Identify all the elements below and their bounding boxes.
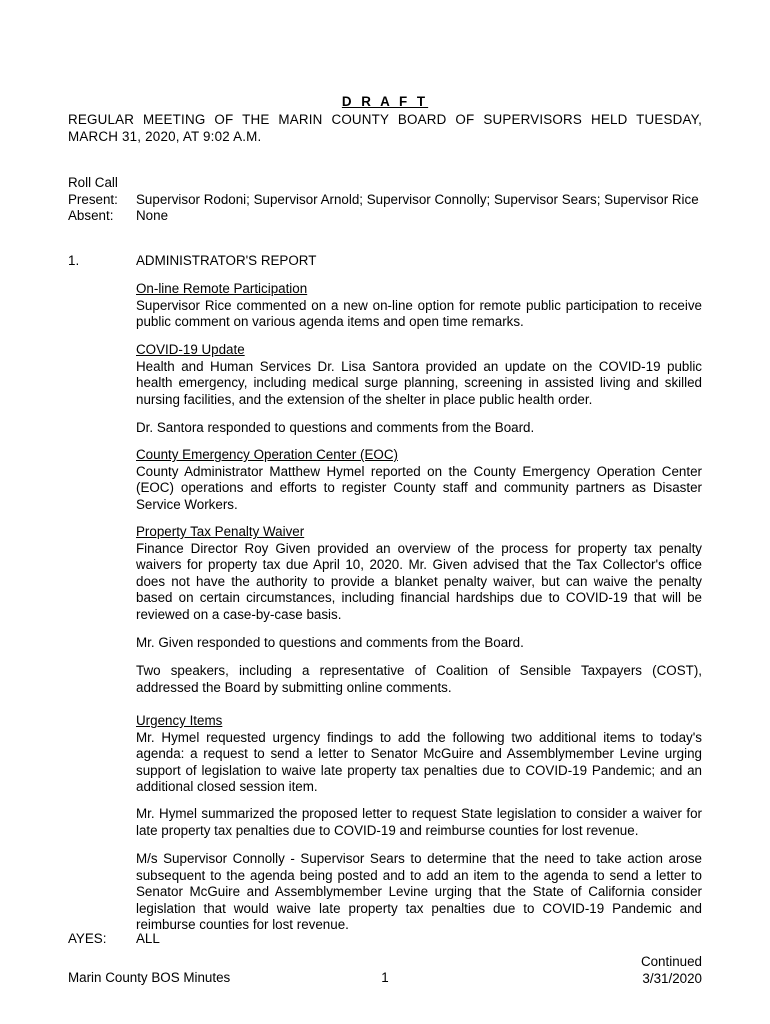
section-text: Mr. Given responded to questions and comments from the Board. <box>136 635 524 650</box>
present-row <box>68 192 708 209</box>
section-text: M/s Supervisor Connolly - Supervisor Sears to determine that the need to take action arose subsequent to the agenda being posted and to add an item to the agenda to send a letter to Senator McGuire and Assemblymember Levine urging that the State of California consider legislation that would waive late property tax penalties due to COVID-19 Pandemic and reimburse counties for lost revenue. <box>136 851 702 932</box>
section-hymel-summary <box>136 806 702 839</box>
section-heading: On-line Remote Participation <box>136 281 308 296</box>
section-text: Health and Human Services Dr. Lisa Santora provided an update on the COVID-19 public health emergency, including medical surge planning, screening in assisted living and skilled nursing facilities, and the extension of the shelter in place public health order. <box>136 358 702 407</box>
section-text: Finance Director Roy Given provided an overview of the process for property tax penalty waivers for property tax due April 10, 2020. Mr. Given advised that the Tax Collector's office does not have the authority to provide a blanket penalty waiver, but can waive the penalty based on certain circumstances, including financial hardships due to COVID-19 that will be reviewed on a case-by-case basis. <box>136 540 702 622</box>
present-label: Present: <box>68 191 118 207</box>
absent-value: None <box>136 208 169 223</box>
section-covid-update <box>136 342 702 408</box>
section-text: Mr. Hymel summarized the proposed letter to request State legislation to consider a waiver for late property tax penalties due to COVID-19 and reimburse counties for lost revenue. <box>136 806 702 838</box>
section-urgency-items <box>136 713 702 796</box>
section-eoc <box>136 447 702 513</box>
section-text: Dr. Santora responded to questions and comments from the Board. <box>136 420 535 435</box>
section-heading: County Emergency Operation Center (EOC) <box>136 447 398 462</box>
absent-label: Absent: <box>68 208 114 223</box>
item-number: 1. <box>68 253 80 268</box>
footer-right <box>641 953 702 987</box>
section-text: County Administrator Matthew Hymel reported on the County Emergency Operation Center (EOC) operations and efforts to register County staff and community partners as Disaster Service Workers. <box>136 463 702 512</box>
section-santora-response <box>136 420 702 437</box>
item-title: ADMINISTRATOR'S REPORT <box>136 253 317 268</box>
section-speakers <box>136 663 702 696</box>
section-remote-participation <box>136 281 702 331</box>
section-heading: Urgency Items <box>136 713 223 728</box>
section-tax-penalty-waiver <box>136 524 702 623</box>
draft-title: D R A F T <box>341 94 429 109</box>
section-heading: Property Tax Penalty Waiver <box>136 524 305 539</box>
section-text: Supervisor Rice commented on a new on-line option for remote public participation to receive public comment on various agenda items and open time remarks. <box>136 297 702 329</box>
absent-row <box>68 208 708 225</box>
footer-title: Marin County BOS Minutes <box>68 970 231 985</box>
present-value: Supervisor Rodoni; Supervisor Arnold; Supervisor Connolly; Supervisor Sears; Supervisor Rice <box>136 191 699 207</box>
ayes-label: AYES: <box>68 931 107 946</box>
meeting-title: REGULAR MEETING OF THE MARIN COUNTY BOARD OF SUPERVISORS HELD TUESDAY, MARCH 31, 2020, AT 9:02 A.M. <box>68 112 702 144</box>
roll-call <box>68 175 708 225</box>
section-given-response <box>136 635 702 652</box>
continued-label: Continued <box>640 954 702 969</box>
section-text: Mr. Hymel requested urgency findings to add the following two additional items to today's agenda: a request to send a letter to Senator McGuire and Assemblymember Levine urging support of legislation to waive late property tax penalties due to COVID-19 Pandemic; and an additional closed session item. <box>136 729 702 794</box>
page-number: 1 <box>381 970 389 985</box>
roll-call-label: Roll Call <box>68 175 118 190</box>
footer-date: 3/31/2020 <box>642 971 702 986</box>
ayes-value: ALL <box>136 931 160 946</box>
section-heading: COVID-19 Update <box>136 342 245 357</box>
section-text: Two speakers, including a representative of Coalition of Sensible Taxpayers (COST), addressed the Board by submitting online comments. <box>136 663 702 695</box>
section-motion <box>136 851 702 934</box>
